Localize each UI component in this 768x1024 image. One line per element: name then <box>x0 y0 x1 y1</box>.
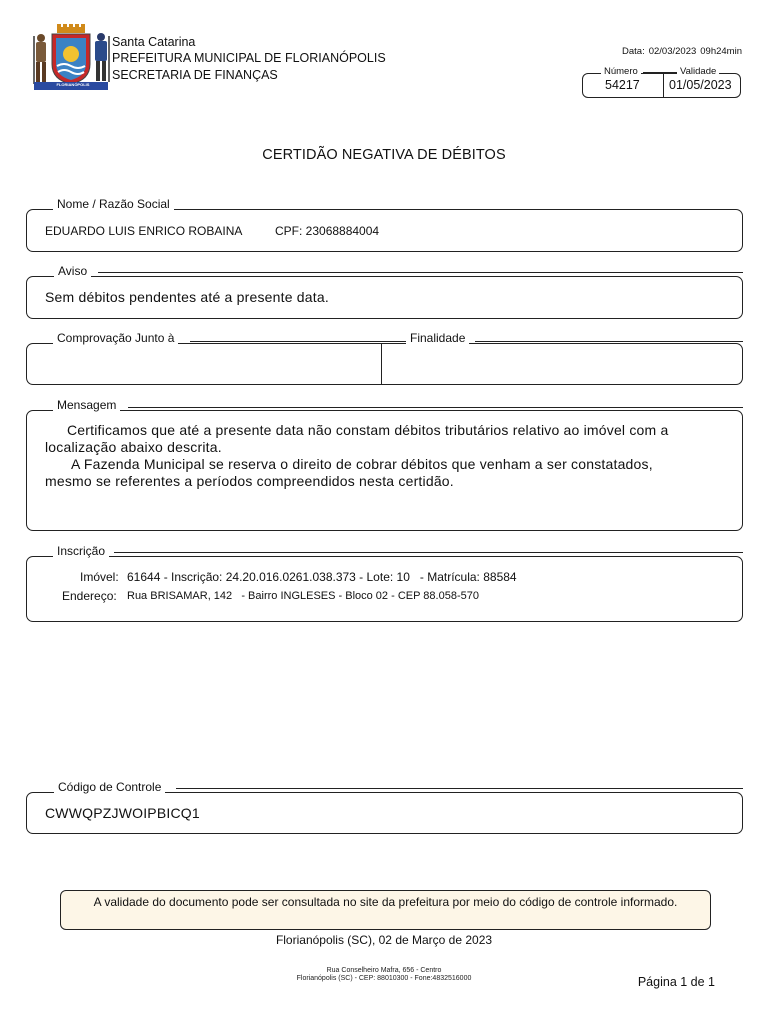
right-figure-icon <box>95 33 109 82</box>
crown-icon <box>57 24 85 33</box>
message-text <box>45 422 735 490</box>
header-state: Santa Catarina <box>112 35 196 49</box>
number-legend-line <box>643 72 677 73</box>
registration-legend-line-right <box>114 552 743 553</box>
notice-legend-line-right <box>98 272 743 273</box>
message-line-1: Certificamos que até a presente data não constam débitos tributários relativo ao imóvel com a <box>67 422 669 438</box>
purpose-legend-line <box>475 341 743 342</box>
date-value: 02/03/2023 <box>648 46 697 57</box>
registration-legend: Inscrição <box>53 544 109 558</box>
number-validity-divider <box>663 74 664 97</box>
control-legend-line-right <box>176 788 743 789</box>
registration-legend-line-left <box>35 556 50 557</box>
purpose-legend: Finalidade <box>406 331 469 345</box>
proof-legend-line-left <box>35 343 50 344</box>
control-code: CWWQPZJWOIPBICQ1 <box>45 805 200 821</box>
logo-banner-text: FLORIANÓPOLIS <box>56 82 90 87</box>
proof-purpose-box <box>26 343 743 385</box>
message-line-3: A Fazenda Municipal se reserva o direito de cobrar débitos que venham a ser constatados, <box>71 456 653 472</box>
header-department: SECRETARIA DE FINANÇAS <box>112 68 278 82</box>
validity-label: Validade <box>677 66 719 77</box>
message-legend-line-left <box>35 410 50 411</box>
registration-box <box>26 556 743 622</box>
proof-legend: Comprovação Junto à <box>53 331 178 345</box>
time-value: 09h24min <box>700 46 742 57</box>
proof-legend-line-right <box>190 341 406 342</box>
message-line-4: mesmo se referentes a períodos compreendidos nesta certidão. <box>45 473 454 489</box>
message-legend-line-right <box>128 407 743 408</box>
validity-note: A validade do documento pode ser consultada no site da prefeitura por meio do código de controle informado. <box>60 890 711 930</box>
notice-legend-line-left <box>35 276 50 277</box>
header-prefecture: PREFEITURA MUNICIPAL DE FLORIANÓPOLIS <box>112 51 386 65</box>
left-figure-icon <box>34 34 46 84</box>
document-title: CERTIDÃO NEGATIVA DE DÉBITOS <box>262 147 506 163</box>
message-legend: Mensagem <box>53 398 120 412</box>
proof-purpose-divider <box>381 343 382 385</box>
address-value: Rua BRISAMAR, 142 - Bairro INGLESES - Bloco 02 - CEP 88.058-570 <box>127 590 479 602</box>
issue-date-line <box>560 46 742 57</box>
message-line-2: localização abaixo descrita. <box>45 439 222 455</box>
notice-text: Sem débitos pendentes até a presente data. <box>45 289 329 305</box>
address-label: Endereço: <box>62 589 117 603</box>
shield-icon <box>52 34 90 84</box>
footer-address-line1: Rua Conselheiro Mafra, 656 - Centro <box>326 967 442 974</box>
date-label: Data: <box>622 46 645 57</box>
notice-legend: Aviso <box>54 264 91 278</box>
name-legend: Nome / Razão Social <box>53 197 174 211</box>
control-legend-line-left <box>35 792 50 793</box>
property-value: 61644 - Inscrição: 24.20.016.0261.038.373 - Lote: 10 - Matrícula: 88584 <box>127 570 517 584</box>
number-label: Número <box>601 66 641 77</box>
name-legend-line <box>35 209 50 210</box>
property-label: Imóvel: <box>80 570 119 584</box>
footer-address-line2: Florianópolis (SC) - CEP: 88010300 - Fone:4832516000 <box>296 975 472 982</box>
holder-name: EDUARDO LUIS ENRICO ROBAINA <box>45 224 243 238</box>
validity-value: 01/05/2023 <box>669 78 732 92</box>
number-value: 54217 <box>605 78 640 92</box>
page-number: Página 1 de 1 <box>637 975 715 989</box>
holder-cpf: CPF: 23068884004 <box>275 224 380 238</box>
city-date: Florianópolis (SC), 02 de Março de 2023 <box>275 933 493 947</box>
control-legend: Código de Controle <box>54 780 165 794</box>
